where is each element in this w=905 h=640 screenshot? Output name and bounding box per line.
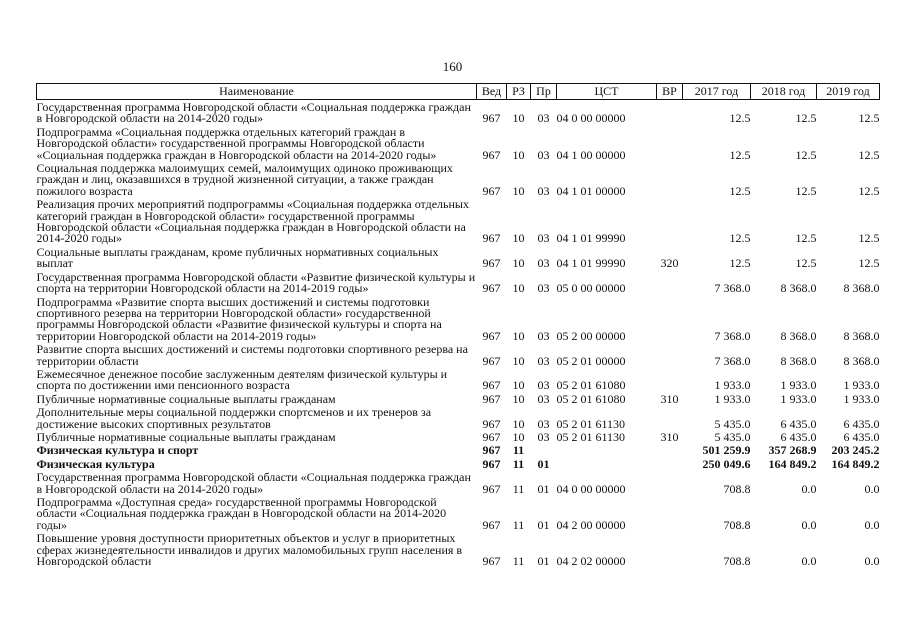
header-ved: Вед <box>477 84 507 100</box>
cell-2017: 5 435.0 <box>714 416 751 431</box>
cell-ved: 967 <box>482 111 501 126</box>
table-row <box>37 245 880 270</box>
page-number: 160 <box>442 59 463 74</box>
cell-2018: 164 849.2 <box>768 456 817 471</box>
cell-name: Подпрограмма «Доступная среда» государственной программы Новгородской области «Социальная поддержка граждан в Новгородской области на 2014-2020 годы» <box>36 495 447 532</box>
cell-ved: 967 <box>482 328 501 343</box>
cell-rz: 10 <box>512 147 525 162</box>
table-row <box>37 443 880 456</box>
cell-rz: 11 <box>512 517 525 532</box>
cell-pr: 03 <box>537 429 550 444</box>
cell-vr <box>657 495 683 531</box>
cell-cst: 05 2 01 61130 <box>556 429 626 444</box>
cell-2019: 12.5 <box>858 231 880 246</box>
cell-vr: 310 <box>660 429 679 444</box>
cell-2017: 708.8 <box>723 554 751 569</box>
cell-cst: 04 2 02 00000 <box>556 554 626 569</box>
cell-2018: 8 368.0 <box>780 353 817 368</box>
cell-name: Развитие спорта высших достижений и системы подготовки спортивного резерва на территории области <box>36 342 468 368</box>
cell-cst: 05 2 00 00000 <box>556 328 626 343</box>
cell-pr: 01 <box>537 481 550 496</box>
cell-2017: 250 049.6 <box>702 456 751 471</box>
cell-2017: 12.5 <box>729 231 751 246</box>
cell-2017: 12.5 <box>729 111 751 126</box>
cell-cst: 05 0 00 00000 <box>556 281 626 296</box>
cell-vr <box>657 270 683 295</box>
table-row <box>37 295 880 343</box>
cell-pr: 01 <box>537 554 550 569</box>
header-pr: Пр <box>531 84 557 100</box>
cell-cst: 04 2 00 00000 <box>556 517 626 532</box>
cell-2018: 0.0 <box>801 481 817 496</box>
cell-2019: 12.5 <box>858 256 880 271</box>
cell-rz: 10 <box>512 378 525 393</box>
cell-pr <box>531 443 557 456</box>
cell-2019: 8 368.0 <box>843 353 880 368</box>
cell-ved: 967 <box>482 481 501 496</box>
cell-cst: 04 0 00 00000 <box>556 481 626 496</box>
table-row <box>37 367 880 392</box>
cell-2019: 1 933.0 <box>843 378 880 393</box>
cell-pr: 03 <box>537 281 550 296</box>
cell-2018: 357 268.9 <box>768 443 817 458</box>
cell-2019: 12.5 <box>858 183 880 198</box>
table-body <box>37 100 880 568</box>
table-row <box>37 531 880 567</box>
cell-2019: 1 933.0 <box>843 391 880 406</box>
table-row <box>37 100 880 125</box>
cell-vr <box>657 405 683 430</box>
header-rz: РЗ <box>507 84 531 100</box>
cell-ved: 967 <box>482 147 501 162</box>
table-row <box>37 342 880 367</box>
cell-name: Публичные нормативные социальные выплаты гражданам <box>36 391 336 406</box>
header-2017: 2017 год <box>683 84 751 100</box>
table-row <box>37 125 880 161</box>
cell-rz: 10 <box>512 328 525 343</box>
cell-name: Социальные выплаты гражданам, кроме публичных нормативных социальных выплат <box>36 244 439 271</box>
cell-vr <box>657 342 683 367</box>
cell-vr <box>657 197 683 245</box>
cell-2019: 8 368.0 <box>843 281 880 296</box>
cell-2018: 12.5 <box>795 147 817 162</box>
cell-name: Социальная поддержка малоимущих семей, малоимущих одиноко проживающих граждан и лиц, оказавшихся в трудной жизненной ситуации, а также граждан пожилого возраста <box>36 161 453 198</box>
cell-pr: 03 <box>537 353 550 368</box>
cell-rz: 10 <box>512 391 525 406</box>
table-row <box>37 430 880 443</box>
cell-name: Государственная программа Новгородской области «Социальная поддержка граждан в Новгородской области на 2014-2020 годы» <box>36 470 471 496</box>
cell-2019: 0.0 <box>864 554 880 569</box>
cell-vr <box>657 367 683 392</box>
cell-ved: 967 <box>482 456 501 471</box>
cell-rz: 10 <box>512 429 525 444</box>
table-row <box>37 405 880 430</box>
cell-2018: 0.0 <box>801 517 817 532</box>
cell-ved: 967 <box>482 517 501 532</box>
cell-rz: 10 <box>512 281 525 296</box>
header-2018: 2018 год <box>751 84 817 100</box>
cell-2017: 1 933.0 <box>714 378 751 393</box>
cell-ved: 967 <box>482 281 501 296</box>
table-row <box>37 197 880 245</box>
table-row <box>37 470 880 495</box>
cell-2019: 0.0 <box>864 517 880 532</box>
cell-2018: 8 368.0 <box>780 281 817 296</box>
cell-cst: 04 1 01 99990 <box>556 256 626 271</box>
cell-name: Подпрограмма «Развитие спорта высших достижений и системы подготовки спортивного резерва на территории Новгородской области» государственной программы Новгородской области «Развитие физической культуры и спорта на территории Новгородской области на 2014-2019 годы» <box>36 294 442 343</box>
cell-ved: 967 <box>482 429 501 444</box>
cell-cst <box>557 457 657 470</box>
cell-2018: 1 933.0 <box>780 391 817 406</box>
cell-pr: 03 <box>537 231 550 246</box>
cell-2018: 0.0 <box>801 554 817 569</box>
cell-2017: 1 933.0 <box>714 391 751 406</box>
cell-ved: 967 <box>482 378 501 393</box>
cell-rz: 11 <box>512 443 525 458</box>
cell-name: Дополнительные меры социальной поддержки спортсменов и их тренеров за достижение высоких спортивных результатов <box>36 405 432 431</box>
cell-2018: 1 933.0 <box>780 378 817 393</box>
cell-vr: 310 <box>660 391 679 406</box>
cell-2019: 12.5 <box>858 111 880 126</box>
table-row <box>37 495 880 531</box>
cell-2017: 7 368.0 <box>714 328 751 343</box>
cell-rz: 10 <box>512 231 525 246</box>
cell-vr <box>657 161 683 197</box>
cell-2019: 6 435.0 <box>843 416 880 431</box>
cell-2019: 164 849.2 <box>831 456 880 471</box>
cell-name: Повышение уровня доступности приоритетных объектов и услуг в приоритетных сферах жизнедеятельности инвалидов и других маломобильных групп населения в Новгородской области <box>36 531 463 569</box>
cell-rz: 10 <box>512 353 525 368</box>
cell-2018: 12.5 <box>795 183 817 198</box>
cell-2019: 6 435.0 <box>843 429 880 444</box>
table-row <box>37 457 880 470</box>
cell-2017: 708.8 <box>723 517 751 532</box>
cell-ved: 967 <box>482 554 501 569</box>
cell-2019: 12.5 <box>858 147 880 162</box>
cell-vr <box>657 531 683 567</box>
cell-2019: 8 368.0 <box>843 328 880 343</box>
header-name: Наименование <box>37 84 477 100</box>
cell-name: Государственная программа Новгородской области «Социальная поддержка граждан в Новгородской области на 2014-2020 годы» <box>36 100 471 126</box>
cell-2017: 12.5 <box>729 256 751 271</box>
cell-ved: 967 <box>482 183 501 198</box>
table-row <box>37 270 880 295</box>
cell-2017: 12.5 <box>729 147 751 162</box>
cell-pr: 03 <box>537 183 550 198</box>
cell-2017: 501 259.9 <box>702 443 751 458</box>
cell-pr: 03 <box>537 378 550 393</box>
cell-vr <box>657 125 683 161</box>
cell-2019: 0.0 <box>864 481 880 496</box>
cell-vr <box>657 295 683 343</box>
cell-rz: 10 <box>512 183 525 198</box>
budget-table <box>36 83 880 567</box>
cell-name: Ежемесячное денежное пособие заслуженным деятелям физической культуры и спорта по достижении ими пенсионного возраста <box>36 366 448 393</box>
cell-name: Реализация прочих мероприятий подпрограммы «Социальная поддержка отдельных категорий граждан в Новгородской области» государственной программы Новгородской области «Социальная поддержка граждан в Новгородской области на 2014-2020 годы» <box>36 197 469 246</box>
cell-name: Государственная программа Новгородской области «Развитие физической культуры и спорта на территории Новгородской области на 2014-2019 годы» <box>36 269 476 296</box>
cell-2017: 12.5 <box>729 183 751 198</box>
cell-ved: 967 <box>482 416 501 431</box>
header-2019: 2019 год <box>817 84 880 100</box>
cell-2018: 6 435.0 <box>780 429 817 444</box>
cell-pr: 01 <box>537 456 550 471</box>
cell-pr: 03 <box>537 391 550 406</box>
cell-pr: 03 <box>537 256 550 271</box>
cell-cst <box>557 443 657 456</box>
cell-cst: 05 2 01 00000 <box>556 353 626 368</box>
cell-2017: 7 368.0 <box>714 353 751 368</box>
cell-2017: 5 435.0 <box>714 429 751 444</box>
header-cst: ЦСТ <box>557 84 657 100</box>
cell-name: Физическая культура <box>36 456 155 471</box>
cell-cst: 04 1 00 00000 <box>556 147 626 162</box>
cell-vr <box>657 457 683 470</box>
cell-name: Публичные нормативные социальные выплаты гражданам <box>36 429 336 444</box>
cell-cst: 04 1 01 99990 <box>556 231 626 246</box>
cell-pr: 03 <box>537 328 550 343</box>
cell-cst: 05 2 01 61080 <box>556 378 626 393</box>
cell-2019: 203 245.2 <box>831 443 880 458</box>
cell-ved: 967 <box>482 256 501 271</box>
cell-2018: 12.5 <box>795 231 817 246</box>
cell-cst: 04 1 01 00000 <box>556 183 626 198</box>
cell-name: Подпрограмма «Социальная поддержка отдельных категорий граждан в Новгородской области» государственной программы Новгородской области «Социальная поддержка граждан в Новгородской области на 2014-2020 годы» <box>36 124 437 162</box>
cell-vr <box>657 443 683 456</box>
cell-2017: 708.8 <box>723 481 751 496</box>
header-vr: ВР <box>657 84 683 100</box>
cell-vr <box>657 100 683 125</box>
cell-rz: 11 <box>512 456 525 471</box>
cell-2018: 12.5 <box>795 111 817 126</box>
cell-2018: 12.5 <box>795 256 817 271</box>
cell-cst: 05 2 01 61130 <box>556 416 626 431</box>
cell-pr: 03 <box>537 111 550 126</box>
table-row <box>37 392 880 405</box>
cell-vr: 320 <box>660 256 679 271</box>
cell-ved: 967 <box>482 231 501 246</box>
cell-vr <box>657 470 683 495</box>
cell-2017: 7 368.0 <box>714 281 751 296</box>
cell-cst: 04 0 00 00000 <box>556 111 626 126</box>
cell-cst: 05 2 01 61080 <box>556 391 626 406</box>
cell-ved: 967 <box>482 391 501 406</box>
cell-rz: 10 <box>512 416 525 431</box>
cell-ved: 967 <box>482 353 501 368</box>
table-header <box>37 84 880 100</box>
cell-pr: 03 <box>537 147 550 162</box>
table-row <box>37 161 880 197</box>
cell-pr: 01 <box>537 517 550 532</box>
cell-2018: 6 435.0 <box>780 416 817 431</box>
cell-rz: 10 <box>512 256 525 271</box>
cell-ved: 967 <box>482 443 501 458</box>
cell-rz: 10 <box>512 111 525 126</box>
cell-rz: 11 <box>512 554 525 569</box>
cell-rz: 11 <box>512 481 525 496</box>
cell-2018: 8 368.0 <box>780 328 817 343</box>
cell-name: Физическая культура и спорт <box>36 443 199 458</box>
cell-pr: 03 <box>537 416 550 431</box>
